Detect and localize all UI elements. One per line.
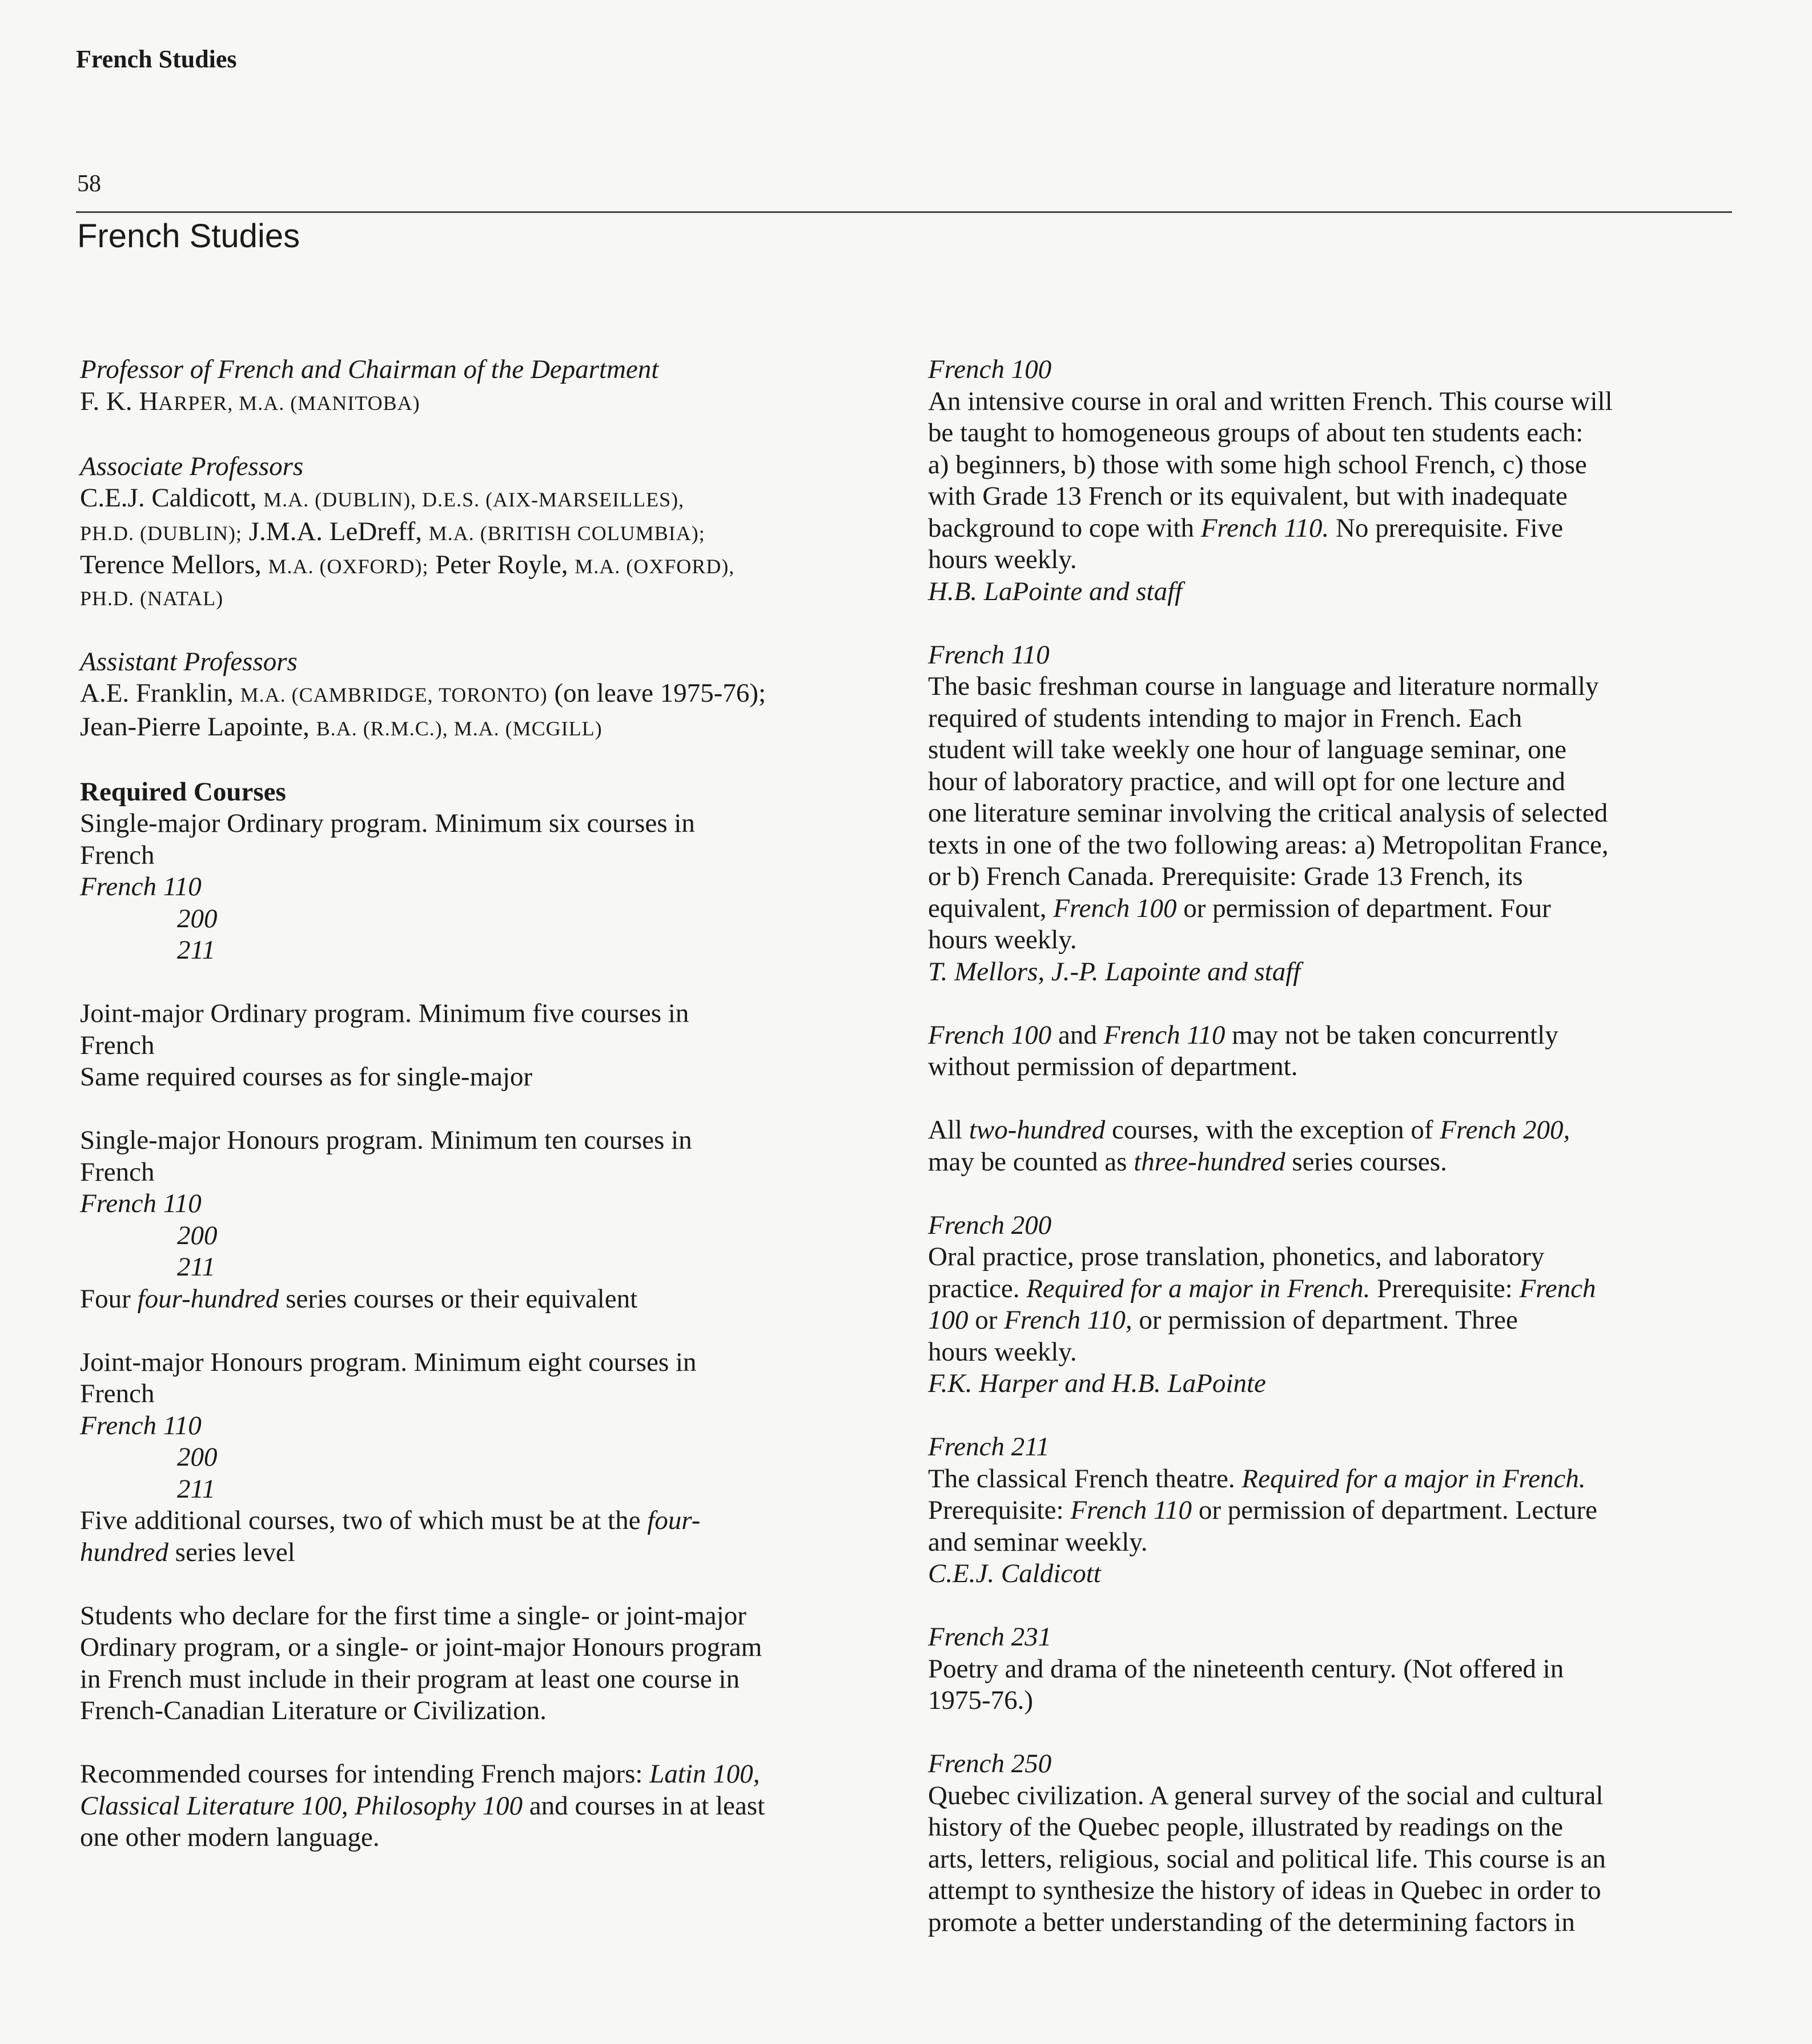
course-description	[928, 513, 1739, 545]
text-span: Latin 100,	[649, 1759, 760, 1789]
text-span: series courses.	[1285, 1146, 1447, 1177]
course-instructors: F.K. Harper and H.B. LaPointe	[928, 1369, 1266, 1398]
course-title: French 250	[928, 1749, 1052, 1779]
program-description: Single-major Honours program. Minimum ten courses in	[80, 1125, 692, 1155]
assistant-professors-block	[80, 646, 897, 745]
section-title: French Studies	[77, 218, 300, 255]
program-description: Single-major Ordinary program. Minimum six courses in	[80, 808, 695, 838]
course-211: 211	[177, 1474, 216, 1504]
leave-note: (on leave 1975-76);	[547, 678, 766, 708]
text-span: three-hundred	[1134, 1146, 1285, 1177]
course-description: 1975-76.)	[928, 1685, 1034, 1715]
text-span: Recommended courses for intending French majors:	[80, 1759, 650, 1789]
text-span: French 110	[1070, 1495, 1192, 1525]
course-title: French 110	[928, 639, 1050, 670]
course-200: 200	[177, 1220, 218, 1250]
text-span: French 100	[928, 1020, 1052, 1050]
program-description: Same required courses as for single-major	[80, 1062, 533, 1092]
text-span: and courses in at least	[523, 1790, 765, 1821]
chair-name-rest: ARPER, M.A. (MANITOBA)	[158, 391, 420, 415]
paragraph-line: French-Canadian Literature or Civilization.	[80, 1696, 547, 1725]
course-211: 211	[177, 1252, 216, 1282]
text-span: background to cope with	[928, 513, 1201, 543]
program-description: Joint-major Honours program. Minimum eight courses in	[80, 1347, 697, 1377]
joint-major-ordinary-block	[80, 998, 897, 1093]
program-description: French	[80, 1157, 155, 1187]
course-french-200	[928, 1210, 1739, 1400]
course-instructors: T. Mellors, J.-P. Lapointe and staff	[928, 956, 1301, 987]
left-column	[80, 354, 897, 1885]
header-rule	[76, 211, 1732, 213]
course-description: history of the Quebec people, illustrated by readings on the	[928, 1812, 1564, 1842]
recommended-courses-block	[80, 1759, 897, 1854]
associate-professors-title: Associate Professors	[80, 451, 304, 481]
chair-name	[80, 386, 897, 420]
course-description: or b) French Canada. Prerequisite: Grade 13 French, its	[928, 862, 1523, 891]
assistant-line-2	[80, 711, 897, 745]
paragraph-line: one other modern language.	[80, 1822, 380, 1852]
declare-note-block	[80, 1600, 897, 1727]
course-title: French 100	[928, 355, 1052, 384]
paragraph-line: Ordinary program, or a single- or joint-major Honours program	[80, 1632, 762, 1662]
course-description	[928, 1305, 1739, 1337]
paragraph-line	[928, 1020, 1739, 1052]
program-description	[80, 1505, 897, 1537]
faculty-name: Peter Royle,	[428, 550, 575, 580]
chair-title: Professor of French and Chairman of the Department	[80, 355, 659, 384]
single-major-honours-block	[80, 1125, 897, 1315]
course-title: French 211	[928, 1432, 1050, 1462]
text-span: courses, with the exception of	[1105, 1115, 1440, 1145]
course-description: Poetry and drama of the nineteenth century. (Not offered in	[928, 1653, 1564, 1684]
course-description: An intensive course in oral and written French. This course will	[928, 386, 1613, 416]
text-span: or permission of department. Four	[1176, 893, 1551, 923]
text-span: four-	[647, 1506, 701, 1535]
assistant-line-1	[80, 678, 897, 711]
chair-block	[80, 354, 897, 419]
course-description: hours weekly.	[928, 545, 1077, 574]
course-description: and seminar weekly.	[928, 1527, 1148, 1557]
course-description: attempt to synthesize the history of ideas in Quebec in order to	[928, 1876, 1601, 1905]
assistant-professors-title: Assistant Professors	[80, 646, 298, 677]
course-french-110: French 110	[80, 1410, 202, 1441]
faculty-degrees: M.A. (OXFORD),	[574, 555, 735, 578]
associate-line-4: PH.D. (NATAL)	[80, 586, 224, 610]
course-description: required of students intending to major in French. Each	[928, 703, 1522, 733]
course-211: 211	[177, 935, 216, 965]
text-span: series courses or their equivalent	[279, 1283, 638, 1314]
faculty-name: A.E. Franklin,	[80, 678, 240, 708]
faculty-degrees: M.A. (DUBLIN), D.E.S. (AIX-MARSEILLES),	[263, 488, 685, 511]
faculty-degrees: M.A. (BRITISH COLUMBIA);	[428, 521, 705, 545]
right-column	[928, 354, 1739, 1970]
course-french-100	[928, 354, 1739, 607]
required-courses-heading: Required Courses	[80, 776, 286, 807]
page-number: 58	[77, 171, 101, 197]
text-span: practice.	[928, 1273, 1027, 1303]
text-span: or	[968, 1305, 1005, 1335]
faculty-degrees: M.A. (CAMBRIDGE, TORONTO)	[240, 683, 548, 706]
course-description: The basic freshman course in language and literature normally	[928, 671, 1599, 701]
text-span: French 110.	[1200, 513, 1329, 543]
joint-major-honours-block	[80, 1347, 897, 1569]
course-description: promote a better understanding of the determining factors in	[928, 1907, 1575, 1937]
single-major-ordinary-block	[80, 776, 897, 967]
course-description: one literature seminar involving the critical analysis of selected	[928, 798, 1608, 828]
paragraph-line: in French must include in their program at least one course in	[80, 1664, 740, 1694]
faculty-name: Jean-Pierre Lapointe,	[80, 711, 316, 742]
text-span: Prerequisite:	[928, 1495, 1071, 1525]
course-description: student will take weekly one hour of language seminar, one	[928, 735, 1566, 765]
paragraph-line	[928, 1114, 1739, 1146]
course-description: with Grade 13 French or its equivalent, but with inadequate	[928, 481, 1568, 511]
course-description	[928, 893, 1739, 925]
course-description: hours weekly.	[928, 1337, 1077, 1367]
course-instructors: H.B. LaPointe and staff	[928, 576, 1183, 606]
course-description	[928, 1495, 1739, 1527]
course-title: French 200	[928, 1210, 1052, 1240]
course-french-211	[928, 1431, 1739, 1590]
course-french-250	[928, 1748, 1739, 1938]
faculty-name: C.E.J. Caldicott,	[80, 483, 264, 513]
running-head: French Studies	[76, 45, 237, 73]
text-span: French 100	[1053, 893, 1177, 923]
course-french-110: French 110	[80, 1189, 202, 1218]
concurrency-note	[928, 1020, 1739, 1083]
text-span: series level	[168, 1537, 295, 1567]
paragraph-line: without permission of department.	[928, 1052, 1298, 1081]
course-description: texts in one of the two following areas: a) Metropolitan France,	[928, 830, 1609, 860]
text-span: French 110	[1103, 1020, 1226, 1050]
course-200: 200	[177, 903, 218, 934]
text-span: two-hundred	[969, 1115, 1106, 1145]
associate-line-3	[80, 549, 897, 583]
faculty-degrees: PH.D. (DUBLIN);	[80, 521, 242, 545]
faculty-degrees: B.A. (R.M.C.), M.A. (MCGILL)	[316, 717, 602, 740]
program-description: Joint-major Ordinary program. Minimum five courses in	[80, 999, 689, 1028]
program-description	[80, 1537, 897, 1569]
text-span: All	[928, 1115, 969, 1145]
course-description: be taught to homogeneous groups of about ten students each:	[928, 418, 1584, 448]
text-span: Prerequisite:	[1370, 1273, 1520, 1303]
text-span: No prerequisite. Five	[1329, 513, 1564, 543]
text-span: hundred	[80, 1537, 168, 1567]
program-description: French	[80, 1379, 155, 1409]
course-instructors: C.E.J. Caldicott	[928, 1559, 1101, 1588]
course-description: hours weekly.	[928, 925, 1077, 955]
course-description: Quebec civilization. A general survey of the social and cultural	[928, 1780, 1604, 1810]
course-french-110: French 110	[80, 872, 202, 902]
course-200: 200	[177, 1442, 218, 1472]
text-span: or permission of department. Lecture	[1192, 1495, 1598, 1525]
text-span: Five additional courses, two of which must be at the	[80, 1506, 648, 1535]
course-description: Oral practice, prose translation, phonetics, and laboratory	[928, 1242, 1545, 1272]
text-span: may be counted as	[928, 1146, 1134, 1177]
associate-line-1	[80, 482, 897, 516]
text-span: Required for a major in French.	[1242, 1463, 1586, 1494]
text-span: or permission of department. Three	[1132, 1305, 1518, 1335]
course-description: hour of laboratory practice, and will opt for one lecture and	[928, 766, 1565, 796]
faculty-name: J.M.A. LeDreff,	[242, 516, 429, 546]
program-description: French	[80, 1030, 155, 1060]
course-description: a) beginners, b) those with some high school French, c) those	[928, 449, 1587, 480]
text-span: equivalent,	[928, 893, 1054, 923]
text-span: four-hundred	[137, 1283, 279, 1314]
paragraph-line	[80, 1790, 897, 1822]
course-description: arts, letters, religious, social and political life. This course is an	[928, 1844, 1606, 1874]
text-span: The classical French theatre.	[928, 1463, 1242, 1494]
course-french-110	[928, 639, 1739, 988]
text-span: 100	[928, 1305, 969, 1335]
associate-professors-block	[80, 451, 897, 615]
paragraph-line: Students who declare for the first time a single- or joint-major	[80, 1600, 746, 1631]
text-span: may not be taken concurrently	[1225, 1020, 1558, 1050]
faculty-name: Terence Mellors,	[80, 550, 268, 580]
text-span: Four	[80, 1283, 138, 1314]
program-description: French	[80, 840, 155, 870]
course-title: French 231	[928, 1622, 1052, 1652]
text-span: French	[1519, 1273, 1596, 1303]
faculty-degrees: M.A. (OXFORD);	[268, 555, 429, 578]
text-span: French 200,	[1440, 1115, 1570, 1145]
text-span: Required for a major in French.	[1026, 1273, 1371, 1303]
paragraph-line	[928, 1146, 1739, 1178]
program-description	[80, 1283, 897, 1315]
associate-line-2	[80, 516, 897, 550]
text-span: Classical Literature 100, Philosophy 100	[80, 1790, 523, 1821]
course-french-231	[928, 1621, 1739, 1717]
two-hundred-note	[928, 1114, 1739, 1178]
chair-name-initial: F. K. H	[80, 386, 159, 416]
paragraph-line	[80, 1759, 897, 1790]
text-span: and	[1051, 1020, 1104, 1050]
text-span: French 110,	[1004, 1305, 1132, 1335]
course-description	[928, 1273, 1739, 1305]
course-description	[928, 1463, 1739, 1495]
